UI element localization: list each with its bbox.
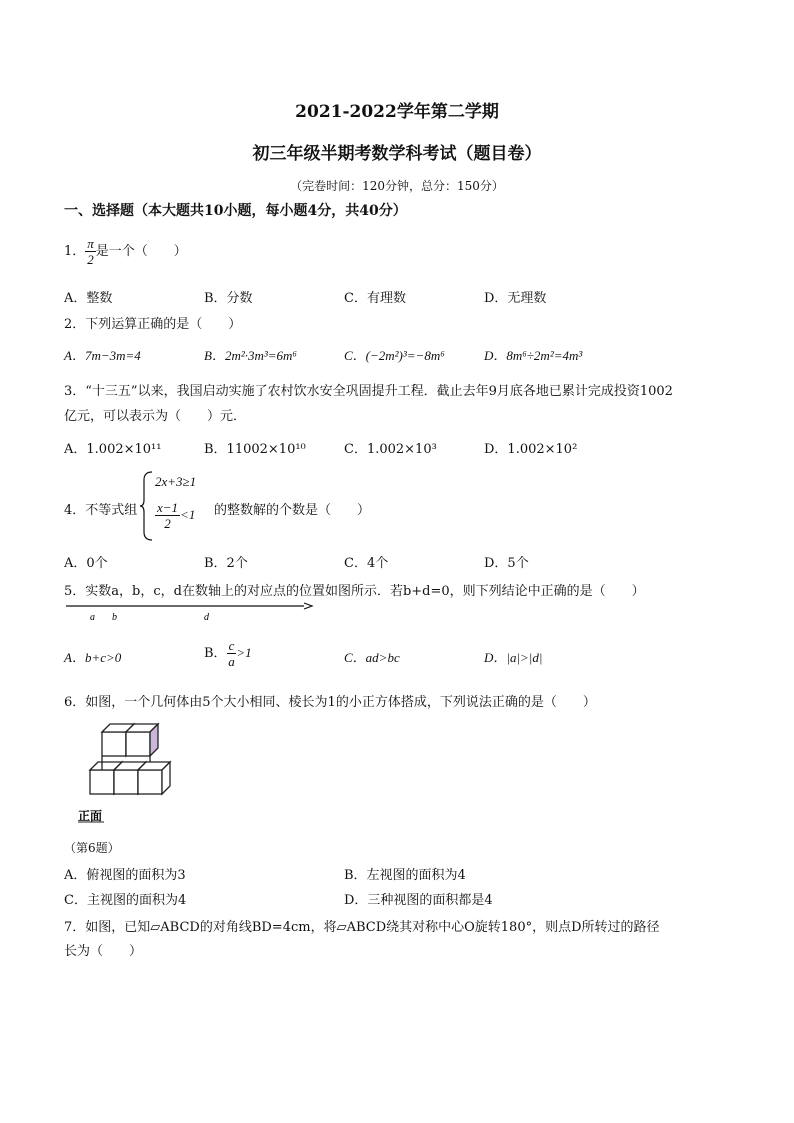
front-view-label: 正面 (78, 809, 103, 823)
exam-title: 初三年级半期考数学科考试（题目卷） (252, 144, 542, 164)
option-b[interactable]: B．左视图的面积为4 (344, 868, 466, 883)
question-number: 1． (64, 244, 86, 259)
option-a[interactable]: A．0个 (64, 556, 108, 571)
inequality-2 (155, 500, 195, 531)
option-b[interactable]: B．2个 (204, 556, 248, 571)
question-6-stem: 6．如图，一个几何体由5个大小相同、棱长为1的小正方体搭成，下列说法正确的是（ ） (64, 695, 596, 710)
axis-label-a: a (90, 612, 95, 623)
option-d[interactable]: D．无理数 (484, 291, 547, 306)
option-c[interactable]: C．(−2m²)³=−8m⁶ (344, 348, 445, 363)
option-label: B． (204, 646, 227, 661)
system-brace (140, 470, 154, 542)
figure-caption: （第6题） (64, 841, 120, 855)
option-d[interactable]: D．1.002×10² (484, 442, 578, 457)
option-a[interactable]: A．1.002×10¹¹ (64, 442, 162, 457)
inequality-2-fraction (155, 500, 180, 531)
question-4-label: 4．不等式组 (64, 503, 138, 518)
option-b[interactable]: B．11002×10¹⁰ (204, 442, 306, 457)
fraction-numerator: x−1 (157, 500, 179, 515)
option-d[interactable]: D．5个 (484, 556, 529, 571)
option-c[interactable]: C．1.002×10³ (344, 442, 437, 457)
axis-label-b: b (112, 612, 117, 623)
option-a[interactable]: A．7m−3m=4 (64, 348, 141, 363)
axis-label-d: d (204, 612, 209, 623)
pi-over-2-fraction (85, 236, 96, 267)
question-4-stem: 的整数解的个数是（ ） (214, 503, 371, 518)
inequality-2-rest: <1 (180, 507, 196, 522)
c-over-a-fraction (227, 638, 237, 669)
exam-duration-note: （完卷时间：120分钟，总分：150分） (290, 179, 504, 193)
option-a[interactable]: A．整数 (64, 291, 113, 306)
option-c[interactable]: C．4个 (344, 556, 389, 571)
question-5-stem: 5．实数a，b，c，d在数轴上的对应点的位置如图所示．若b+d=0，则下列结论中正确的是（ ） (64, 584, 645, 599)
option-a[interactable]: A．b+c>0 (64, 650, 122, 665)
question-stem: 是一个（ ） (95, 244, 187, 259)
question-1 (64, 236, 187, 267)
fraction-denominator: 2 (164, 516, 171, 531)
question-2-stem: 2．下列运算正确的是（ ） (64, 317, 242, 332)
number-line (64, 600, 314, 624)
option-c[interactable]: C．有理数 (344, 291, 406, 306)
fraction-numerator: c (228, 638, 235, 653)
option-d[interactable]: D．8m⁶÷2m²=4m³ (484, 348, 583, 363)
question-3-stem-line2: 亿元，可以表示为（ ）元． (64, 409, 247, 424)
option-d[interactable]: D．|a|>|d| (484, 650, 543, 665)
option-c[interactable]: C．ad>bc (344, 650, 400, 665)
question-7-stem-line1: 7．如图，已知▱ABCD的对角线BD=4cm，将▱ABCD绕其对称中心O旋转180°，则点D所转过的路径 (64, 920, 660, 935)
exam-year-title: 2021-2022学年第二学期 (295, 102, 499, 122)
cube-figure (74, 718, 184, 828)
option-b[interactable]: B．分数 (204, 291, 253, 306)
section-heading: 一、选择题（本大题共10小题，每小题4分，共40分） (64, 203, 407, 219)
option-b-rest: >1 (236, 645, 252, 660)
question-7-stem-line2: 长为（ ） (64, 944, 143, 959)
fraction-denominator: a (228, 654, 235, 669)
option-b[interactable]: B．2m²·3m³=6m⁶ (204, 348, 297, 363)
option-a[interactable]: A．俯视图的面积为3 (64, 868, 186, 883)
inequality-1: 2x+3≥1 (155, 474, 197, 489)
fraction-denominator: 2 (87, 252, 94, 267)
fraction-numerator: π (87, 236, 94, 251)
option-b[interactable] (204, 638, 252, 669)
question-3-stem-line1: 3．“十三五”以来，我国启动实施了农村饮水安全巩固提升工程．截止去年9月底各地已累计完成投资1002 (64, 384, 673, 399)
option-d[interactable]: D．三种视图的面积都是4 (344, 893, 493, 908)
option-c[interactable]: C．主视图的面积为4 (64, 893, 187, 908)
